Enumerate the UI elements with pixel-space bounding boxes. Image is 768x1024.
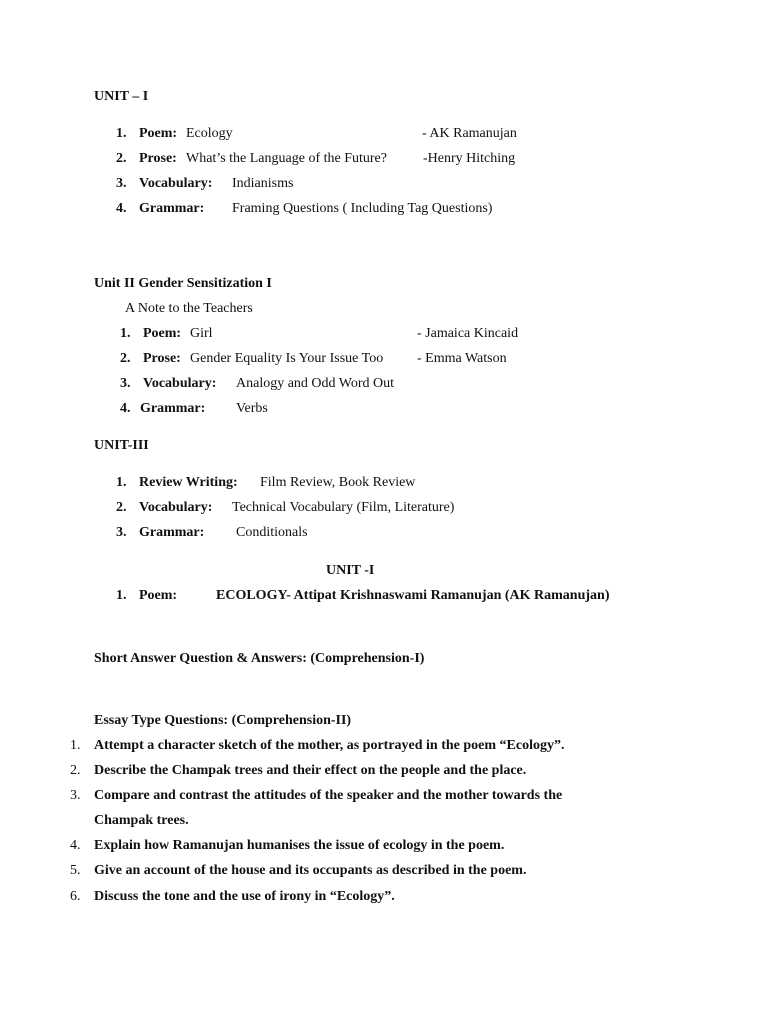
unit2-item-label: Grammar: [140,401,206,416]
unit2-item-number: 3. [120,376,131,391]
unit3-item-number: 3. [116,525,127,540]
unit1-heading: UNIT – I [94,89,149,104]
unit2-item-number: 1. [120,326,131,341]
unit2-item-text: Girl [190,326,213,341]
unit2-heading: Unit II Gender Sensitization I [94,276,272,291]
unit2-item-label: Poem: [143,326,182,341]
unit3-item-number: 1. [116,475,127,490]
unit2-item-text: Verbs [236,401,268,416]
essay-question-number: 3. [70,788,81,803]
unit3-item-text: Technical Vocabulary (Film, Literature) [232,500,455,515]
essay-question-text: Discuss the tone and the use of irony in “Ecology”. [94,889,395,904]
unit1-item-label: Vocabulary: [139,176,213,191]
essay-question-text: Give an account of the house and its occupants as described in the poem. [94,863,527,878]
unit3-heading: UNIT-III [94,438,149,453]
essay-question-number: 5. [70,863,81,878]
essay-question-number: 6. [70,889,81,904]
unit1-item-text: What’s the Language of the Future? [186,151,387,166]
unit2-item-author: - Emma Watson [417,351,507,366]
unit2-item-text: Analogy and Odd Word Out [236,376,395,391]
essay-question-number: 4. [70,838,81,853]
unit2-note: A Note to the Teachers [125,301,253,316]
unit1-item-number: 1. [116,126,127,141]
unit3-item-number: 2. [116,500,127,515]
unit1-item-text: Ecology [186,126,233,141]
essay-question-number: 1. [70,738,81,753]
unit2-item-number: 4. [120,401,131,416]
unit2-item-number: 2. [120,351,131,366]
essay-heading: Essay Type Questions: (Comprehension-II) [94,713,352,728]
essay-question-text: Attempt a character sketch of the mother, as portrayed in the poem “Ecology”. [94,738,565,753]
essay-question-text: Compare and contrast the attitudes of the speaker and the mother towards the [94,788,563,803]
unit1-item-label: Poem: [139,126,178,141]
unit3-item-text: Film Review, Book Review [260,475,416,490]
unit1-item-text: Indianisms [232,176,294,191]
essay-question-text: Describe the Champak trees and their effect on the people and the place. [94,763,527,778]
unit1-detail-heading: UNIT -I [326,563,375,578]
unit1-item-number: 4. [116,201,127,216]
unit1-detail-poem-label: Poem: [139,588,178,603]
unit2-item-label: Prose: [143,351,181,366]
essay-question-text: Explain how Ramanujan humanises the issue of ecology in the poem. [94,838,505,853]
unit1-item-number: 2. [116,151,127,166]
unit1-detail-poem-number: 1. [116,588,127,603]
unit2-item-text: Gender Equality Is Your Issue Too [190,351,384,366]
unit3-item-label: Review Writing: [139,475,238,490]
essay-question-number: 2. [70,763,81,778]
short-answer-heading: Short Answer Question & Answers: (Comprehension-I) [94,651,425,666]
unit3-item-label: Vocabulary: [139,500,213,515]
unit3-item-label: Grammar: [139,525,205,540]
unit1-item-number: 3. [116,176,127,191]
unit1-item-label: Grammar: [139,201,205,216]
unit1-item-author: -Henry Hitching [423,151,516,166]
unit1-item-author: - AK Ramanujan [422,126,517,141]
essay-question-text-continued: Champak trees. [94,813,189,828]
unit1-item-label: Prose: [139,151,177,166]
unit1-item-text: Framing Questions ( Including Tag Questions) [232,201,493,216]
unit3-item-text: Conditionals [236,525,308,540]
unit2-item-label: Vocabulary: [143,376,217,391]
unit2-item-author: - Jamaica Kincaid [417,326,519,341]
unit1-detail-poem-title: ECOLOGY- Attipat Krishnaswami Ramanujan (AK Ramanujan) [216,588,610,603]
